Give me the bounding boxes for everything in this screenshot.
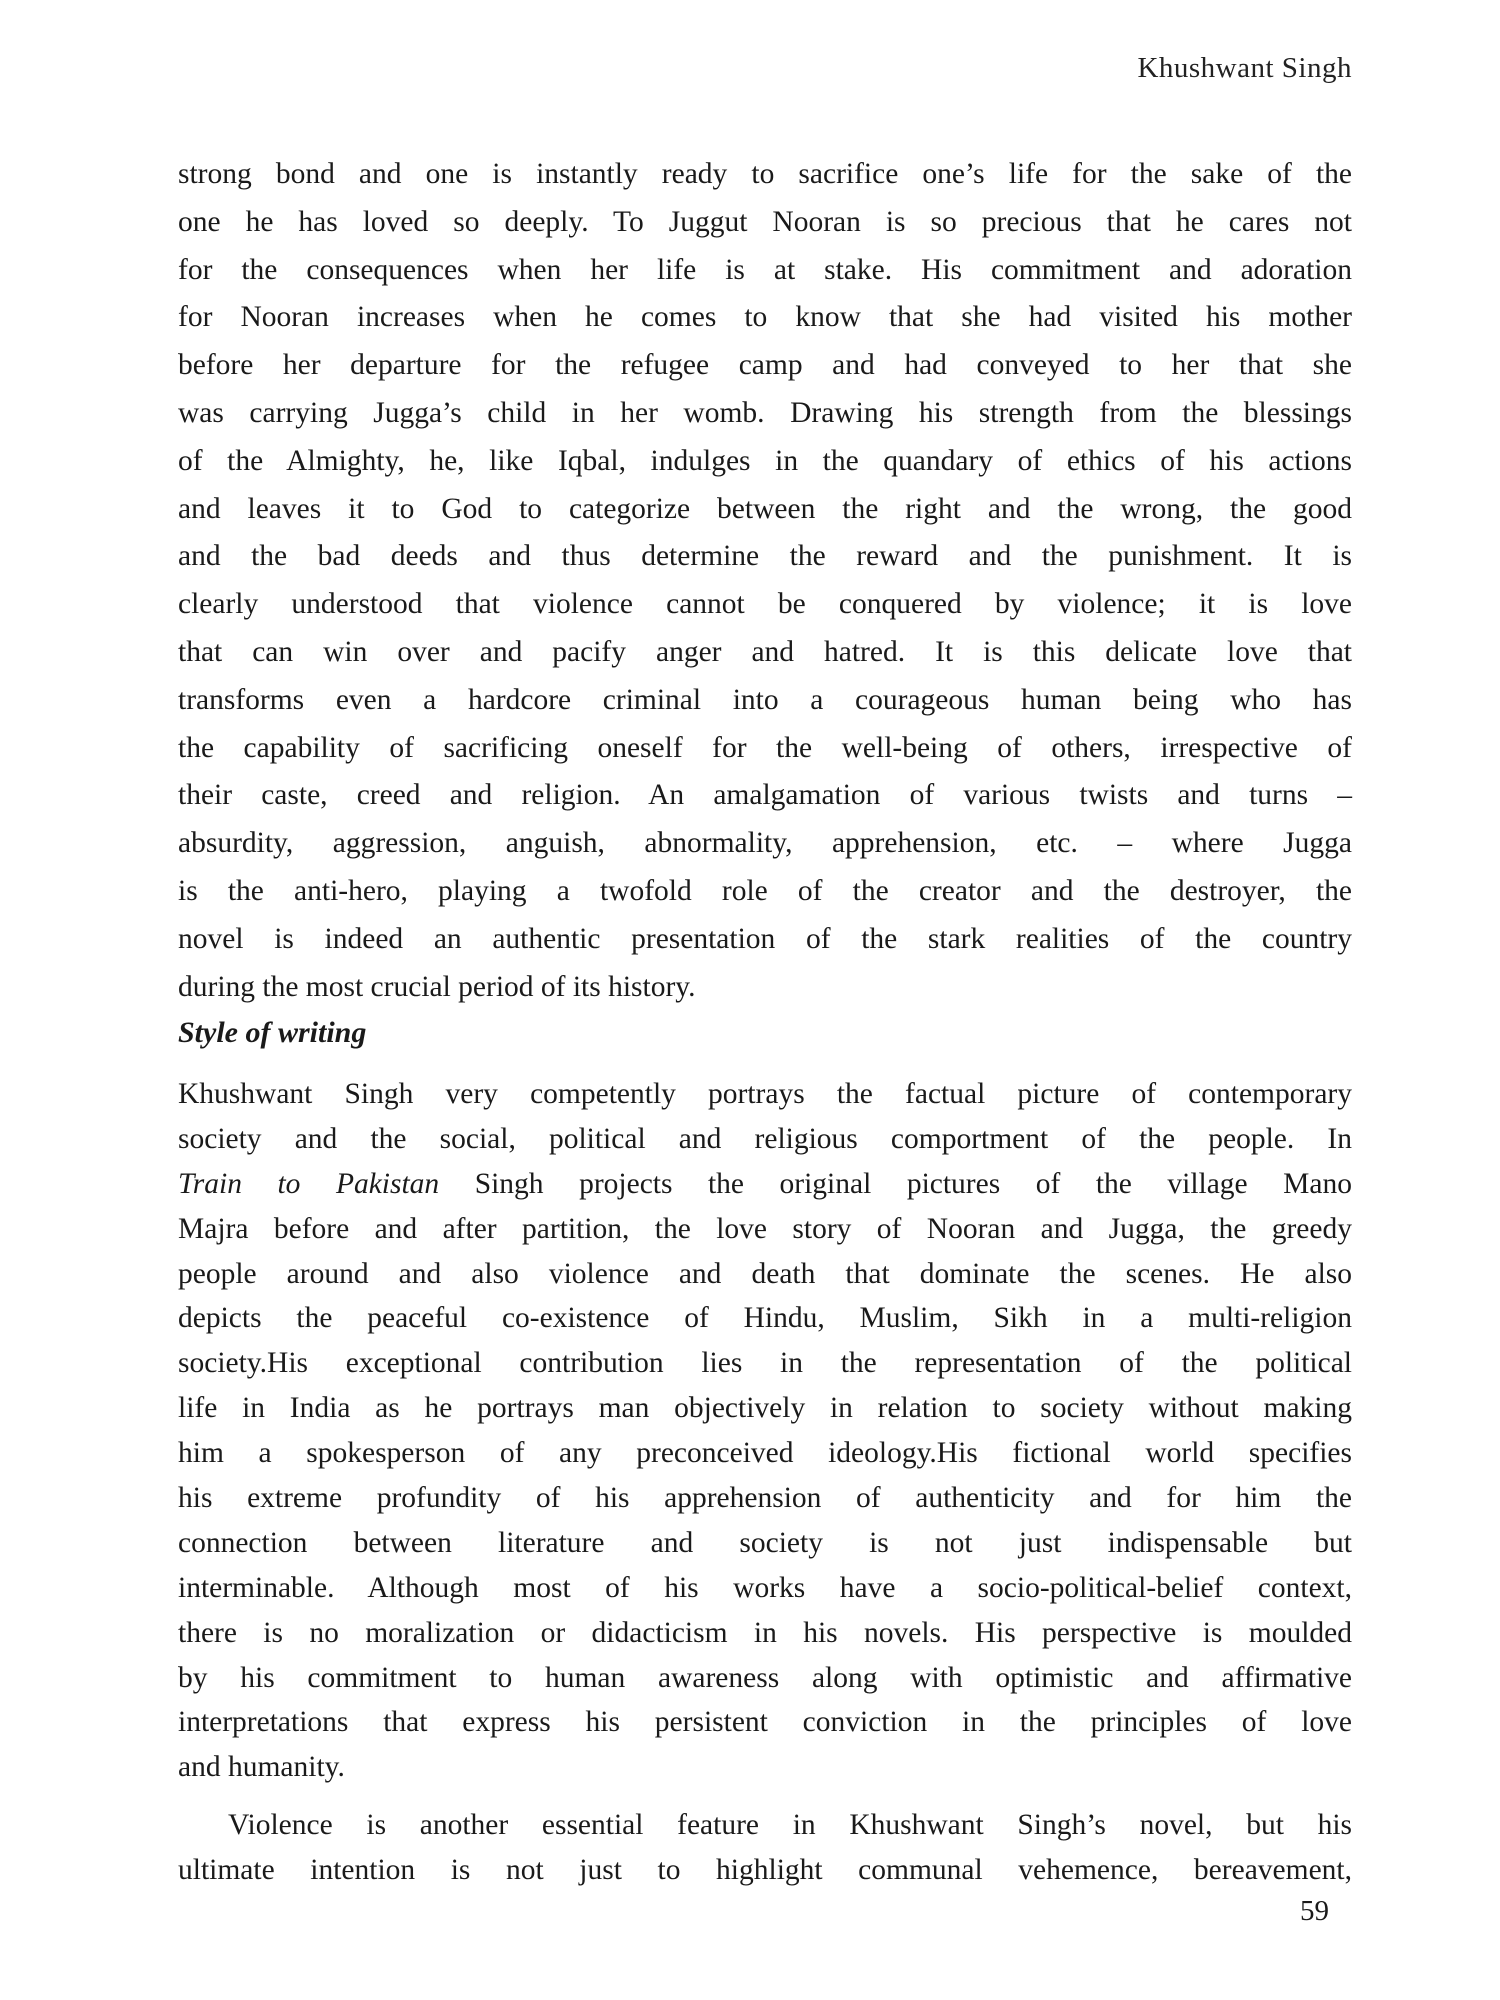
paragraph-1 — [178, 151, 1352, 1011]
book-title: Train to Pakistan — [178, 1167, 440, 1200]
text-line: society and the social, political and religious comportment of the people. In — [178, 1122, 1352, 1155]
text-line: and leaves it to God to categorize between the right and the wrong, the good — [178, 492, 1352, 525]
text-line: Khushwant Singh very competently portrays the factual picture of contemporary — [178, 1078, 1352, 1110]
text-span: Singh projects the original pictures of the village Mano — [439, 1167, 1352, 1200]
paragraph-3 — [178, 1803, 1352, 1893]
text-line: interpretations that express his persistent conviction in the principles of love — [178, 1706, 1352, 1739]
text-line: life in India as he portrays man objectively in relation to society without making — [178, 1392, 1352, 1425]
text-line: his extreme profundity of his apprehension of authenticity and for him the — [178, 1482, 1352, 1515]
text-line: is the anti-hero, playing a twofold role of the creator and the destroyer, the — [178, 874, 1352, 907]
page-number: 59 — [1300, 1895, 1329, 1927]
text-line: clearly understood that violence cannot be conquered by violence; it is love — [178, 588, 1352, 621]
text-line: strong bond and one is instantly ready to sacrifice one’s life for the sake of the — [178, 158, 1352, 190]
text-line: novel is indeed an authentic presentation of the stark realities of the country — [178, 922, 1352, 955]
text-line: for the consequences when her life is at stake. His commitment and adoration — [178, 253, 1352, 286]
text-line: Majra before and after partition, the love story of Nooran and Jugga, the greedy — [178, 1212, 1352, 1245]
text-line: depicts the peaceful co-existence of Hindu, Muslim, Sikh in a multi-religion — [178, 1302, 1352, 1335]
text-line: was carrying Jugga’s child in her womb. Drawing his strength from the blessings — [178, 396, 1352, 429]
section-heading: Style of writing — [178, 1016, 367, 1049]
text-line: people around and also violence and death that dominate the scenes. He also — [178, 1257, 1352, 1290]
paragraph-2 — [178, 1072, 1352, 1790]
text-line: for Nooran increases when he comes to know that she had visited his mother — [178, 301, 1352, 334]
text-line: and humanity. — [178, 1751, 345, 1784]
text-line: connection between literature and society is not just indispensable but — [178, 1526, 1352, 1559]
text-line: society.His exceptional contribution lies in the representation of the political — [178, 1347, 1352, 1380]
text-line: one he has loved so deeply. To Juggut Nooran is so precious that he cares not — [178, 205, 1352, 238]
text-line: their caste, creed and religion. An amalgamation of various twists and turns – — [178, 779, 1352, 812]
text-line: him a spokesperson of any preconceived ideology.His fictional world specifies — [178, 1437, 1352, 1470]
running-header: Khushwant Singh — [1137, 52, 1352, 84]
text-line: absurdity, aggression, anguish, abnormality, apprehension, etc. – where Jugga — [178, 827, 1352, 860]
text-line: the capability of sacrificing oneself for the well-being of others, irrespective of — [178, 731, 1352, 764]
text-line: transforms even a hardcore criminal into a courageous human being who has — [178, 683, 1352, 716]
text-line: that can win over and pacify anger and hatred. It is this delicate love that — [178, 635, 1352, 668]
text-line — [178, 1162, 1352, 1207]
text-line: Violence is another essential feature in Khushwant Singh’s novel, but his — [228, 1809, 1352, 1841]
text-line: by his commitment to human awareness along with optimistic and affirmative — [178, 1661, 1352, 1694]
text-line: there is no moralization or didacticism in his novels. His perspective is moulded — [178, 1616, 1352, 1649]
text-line: during the most crucial period of its history. — [178, 970, 696, 1003]
text-line: of the Almighty, he, like Iqbal, indulges in the quandary of ethics of his actions — [178, 444, 1352, 477]
text-line: ultimate intention is not just to highlight communal vehemence, bereavement, — [178, 1853, 1352, 1886]
text-line: before her departure for the refugee camp and had conveyed to her that she — [178, 349, 1352, 382]
text-line: interminable. Although most of his works have a socio-political-belief context, — [178, 1571, 1352, 1604]
text-line: and the bad deeds and thus determine the reward and the punishment. It is — [178, 540, 1352, 573]
